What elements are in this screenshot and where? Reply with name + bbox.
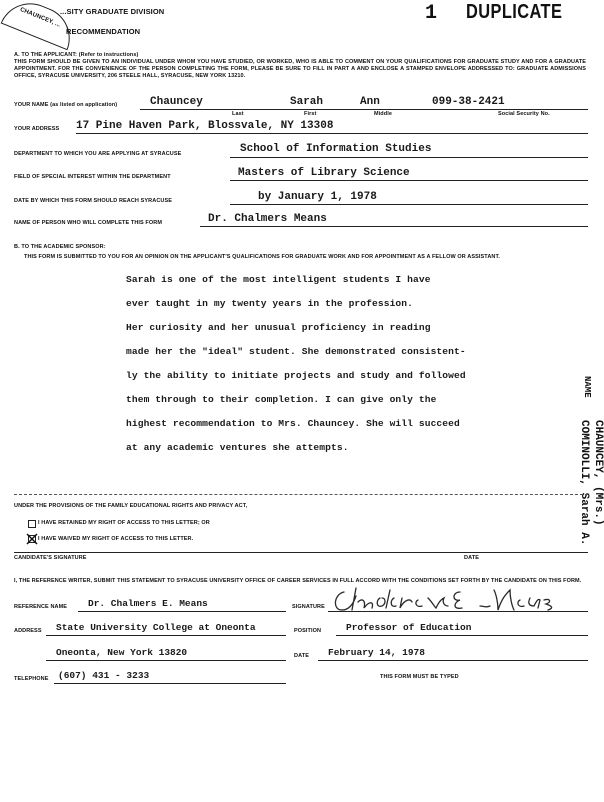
- position-rule: [336, 635, 588, 636]
- telephone-label: TELEPHONE: [14, 676, 49, 682]
- reference-date-rule: [318, 660, 588, 661]
- reference-name-value: Dr. Chalmers E. Means: [88, 598, 208, 609]
- check-x-icon: [27, 534, 37, 544]
- duplicate-stamp: DUPLICATE: [466, 1, 563, 23]
- middle-name-value: Ann: [360, 96, 380, 108]
- letter-line: ever taught in my twenty years in the profession.: [126, 298, 414, 309]
- applicant-heading: A. TO THE APPLICANT: (Refer to instructions): [14, 52, 139, 58]
- reference-date-label: DATE: [294, 653, 309, 659]
- telephone-rule: [54, 683, 286, 684]
- typed-note: THIS FORM MUST BE TYPED: [380, 674, 459, 680]
- deadline-value: by January 1, 1978: [258, 191, 377, 203]
- candidate-signature-rule: [14, 552, 588, 553]
- first-name-value: Sarah: [290, 96, 324, 108]
- reference-address-line1: State University College at Oneonta: [56, 622, 256, 633]
- last-label: Last: [232, 111, 244, 117]
- deadline-rule: [230, 204, 588, 205]
- reference-instruction: I, THE REFERENCE WRITER, SUBMIT THIS STATEMENT TO SYRACUSE UNIVERSITY OFFICE OF CAREER SERVICES IN FULL ACCORD WITH THE CONDITIONS SET FORTH BY THE CANDIDATE ON THIS FORM.: [14, 578, 582, 584]
- ssn-value: 099-38-2421: [432, 96, 505, 108]
- letter-line: ly the ability to initiate projects and study and followed: [126, 370, 466, 381]
- deadline-label: DATE BY WHICH THIS FORM SHOULD REACH SYRACUSE: [14, 198, 172, 204]
- name-rule: [140, 109, 588, 110]
- privacy-act-text: UNDER THE PROVISIONS OF THE FAMILY EDUCATIONAL RIGHTS AND PRIVACY ACT,: [14, 503, 248, 509]
- position-label: POSITION: [294, 628, 322, 634]
- letter-line: highest recommendation to Mrs. Chauncey. She will succeed: [126, 418, 460, 429]
- last-name-value: Chauncey: [150, 96, 203, 108]
- sponsor-instructions: THIS FORM IS SUBMITTED TO YOU FOR AN OPINION ON THE APPLICANT'S QUALIFICATIONS FOR GRADUATE WORK AND FOR APPOINTMENT AS A FELLOW OR ASSISTANT.: [24, 254, 500, 260]
- applicant-instructions: THIS FORM SHOULD BE GIVEN TO AN INDIVIDUAL UNDER WHOM YOU HAVE STUDIED, OR WORKED, WHO IS ABLE TO COMMENT ON YOUR QUALIFICATIONS FOR GRADUATE STUDY AND FOR A GRADUATE APPOINTMENT. FOR THE CONVENIENCE OF THE PERSON COMPLETING THE FORM, PLEASE BE SURE TO FILL IN PART A AND ENCLOSE A STAMPED ENVELOPE ADDRESSED TO: GRADUATE ADMISSIONS OFFICE, SYRACUSE UNIVERSITY, 206 STEELE HALL, SYRACUSE, NEW YORK 13210.: [14, 59, 586, 79]
- letter-line: made her the "ideal" student. She demonstrated consistent-: [126, 346, 466, 357]
- first-label: First: [304, 111, 317, 117]
- retained-checkbox[interactable]: [28, 520, 36, 528]
- ssn-label: Social Security No.: [498, 111, 550, 117]
- letter-line: Sarah is one of the most intelligent students I have: [126, 274, 431, 285]
- field-rule: [230, 180, 588, 181]
- completer-label: NAME OF PERSON WHO WILL COMPLETE THIS FORM: [14, 220, 163, 226]
- reference-name-label: REFERENCE NAME: [14, 604, 68, 610]
- address-rule: [76, 133, 588, 134]
- reference-address-line2: Oneonta, New York 13820: [56, 647, 188, 658]
- side-name-label: NAME: [582, 376, 592, 398]
- department-value: School of Information Studies: [240, 143, 432, 155]
- address-value: 17 Pine Haven Park, Blossvale, NY 13308: [76, 120, 334, 132]
- stamp-mark: CHAUNCEY, ...: [1, 0, 80, 50]
- retained-label: I HAVE RETAINED MY RIGHT OF ACCESS TO THIS LETTER; OR: [38, 520, 210, 526]
- letter-line: at any academic ventures she attempts.: [126, 442, 349, 453]
- completer-value: Dr. Chalmers Means: [208, 213, 327, 225]
- letter-line: Her curiosity and her unusual proficiency in reading: [126, 322, 431, 333]
- department-label: DEPARTMENT TO WHICH YOU ARE APPLYING AT SYRACUSE: [14, 151, 182, 157]
- department-rule: [230, 157, 588, 158]
- reference-address-rule1: [46, 635, 286, 636]
- field-value: Masters of Library Science: [238, 167, 410, 179]
- reference-address-rule2: [46, 660, 286, 661]
- recommendation-title: RECOMMENDATION: [66, 27, 141, 36]
- letter-line: them through to their completion. I can give only the: [126, 394, 437, 405]
- handwritten-signature: [330, 584, 566, 618]
- division-title: ...SITY GRADUATE DIVISION: [60, 7, 165, 16]
- candidate-date-label: DATE: [464, 555, 479, 561]
- side-name-line2: COMINOLLI, Sarah A.: [578, 420, 590, 546]
- name-label: YOUR NAME (as listed on application): [14, 102, 118, 108]
- waived-checkbox[interactable]: [28, 535, 36, 543]
- reference-name-rule: [78, 611, 286, 612]
- field-label: FIELD OF SPECIAL INTEREST WITHIN THE DEPARTMENT: [14, 174, 171, 180]
- telephone-value: (607) 431 - 3233: [58, 670, 150, 681]
- privacy-separator: [14, 494, 588, 495]
- middle-label: Middle: [374, 111, 393, 117]
- position-value: Professor of Education: [346, 622, 472, 633]
- completer-rule: [200, 226, 588, 227]
- side-name-line1: CHAUNCEY, (Mrs.): [592, 420, 604, 526]
- signature-label: SIGNATURE: [292, 604, 325, 610]
- sponsor-heading: B. TO THE ACADEMIC SPONSOR:: [14, 244, 106, 250]
- copy-number: 1: [425, 2, 438, 25]
- address-label: YOUR ADDRESS: [14, 126, 60, 132]
- waived-label: I HAVE WAIVED MY RIGHT OF ACCESS TO THIS LETTER.: [38, 536, 194, 542]
- reference-date-value: February 14, 1978: [328, 647, 425, 658]
- candidate-signature-label: CANDIDATE'S SIGNATURE: [14, 555, 87, 561]
- reference-address-label: ADDRESS: [14, 628, 42, 634]
